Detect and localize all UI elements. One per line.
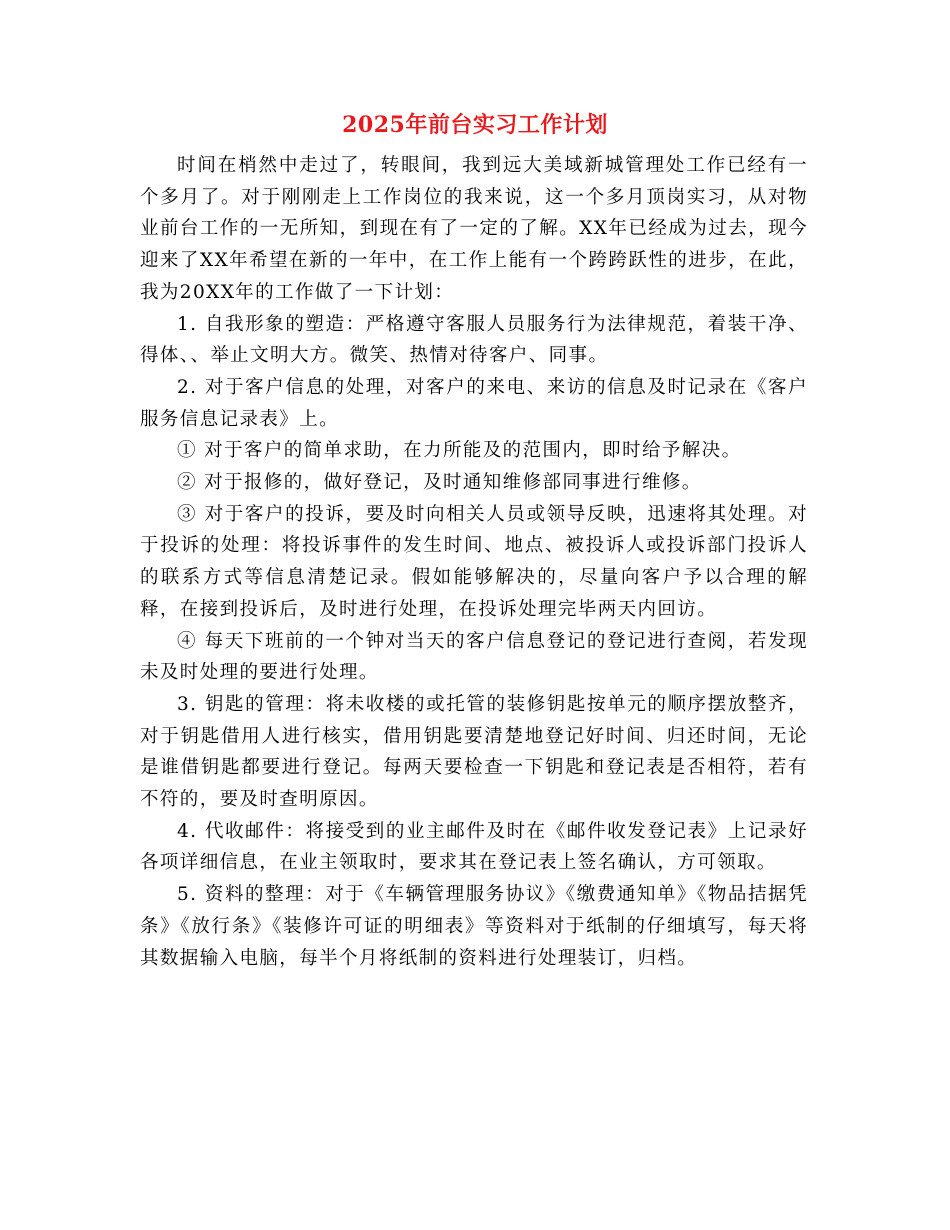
item-2-sub-1-paragraph: ① 对于客户的简单求助，在力所能及的范围内，即时给予解决。 xyxy=(177,440,742,462)
item-2-sub-4-paragraph: ④ 每天下班前的一个钟对当天的客户信息登记的登记进行查阅，若发现未及时处理的要进行处理。 xyxy=(140,630,808,684)
item-2-sub-2-paragraph: ② 对于报修的，做好登记，及时通知维修部同事进行维修。 xyxy=(177,472,702,494)
document-title: 2025年前台实习工作计划 xyxy=(342,112,608,138)
item-1-paragraph: 1. 自我形象的塑造：严格遵守客服人员服务行为法律规范，着装干净、得体、、举止文明大方。微笑、热情对待客户、同事。 xyxy=(140,313,808,367)
item-2-sub-3-paragraph: ③ 对于客户的投诉，要及时向相关人员或领导反映，迅速将其处理。对于投诉的处理：将投诉事件的发生时间、地点、被投诉人或投诉部门投诉人的联系方式等信息清楚记录。假如能够解决的，尽量向客户予以合理的解释，在接到投诉后，及时进行处理，在投诉处理完毕两天内回访。 xyxy=(140,503,808,620)
item-3-paragraph: 3. 钥匙的管理：将未收楼的或托管的装修钥匙按单元的顺序摆放整齐，对于钥匙借用人进行核实，借用钥匙要清楚地登记好时间、归还时间，无论是谁借钥匙都要进行登记。每两天要检查一下钥匙和登记表是否相符，若有不符的，要及时查明原因。 xyxy=(140,693,808,811)
document-body xyxy=(140,150,808,974)
item-5-paragraph: 5. 资料的整理：对于《车辆管理服务协议》《缴费通知单》《物品拮据凭条》《放行条》《装修许可证的明细表》等资料对于纸制的仔细填写，每天将其数据输入电脑，每半个月将纸制的资料进行处理装订，归档。 xyxy=(140,884,808,969)
item-2-paragraph: 2. 对于客户信息的处理，对客户的来电、来访的信息及时记录在《客户服务信息记录表》上。 xyxy=(140,376,808,430)
item-4-paragraph: 4. 代收邮件：将接受到的业主邮件及时在《邮件收发登记表》上记录好各项详细信息，在业主领取时，要求其在登记表上签名确认，方可领取。 xyxy=(140,820,808,874)
intro-paragraph: 时间在梢然中走过了，转眼间，我到远大美域新城管理处工作已经有一个多月了。对于刚刚走上工作岗位的我来说，这一个多月顶岗实习，从对物业前台工作的一无所知，到现在有了一定的了解。XX年已经成为过去，现今迎来了XX年希望在新的一年中，在工作上能有一个跨跨跃性的进步，在此，我为20XX年的工作做了一下计划： xyxy=(140,155,808,303)
